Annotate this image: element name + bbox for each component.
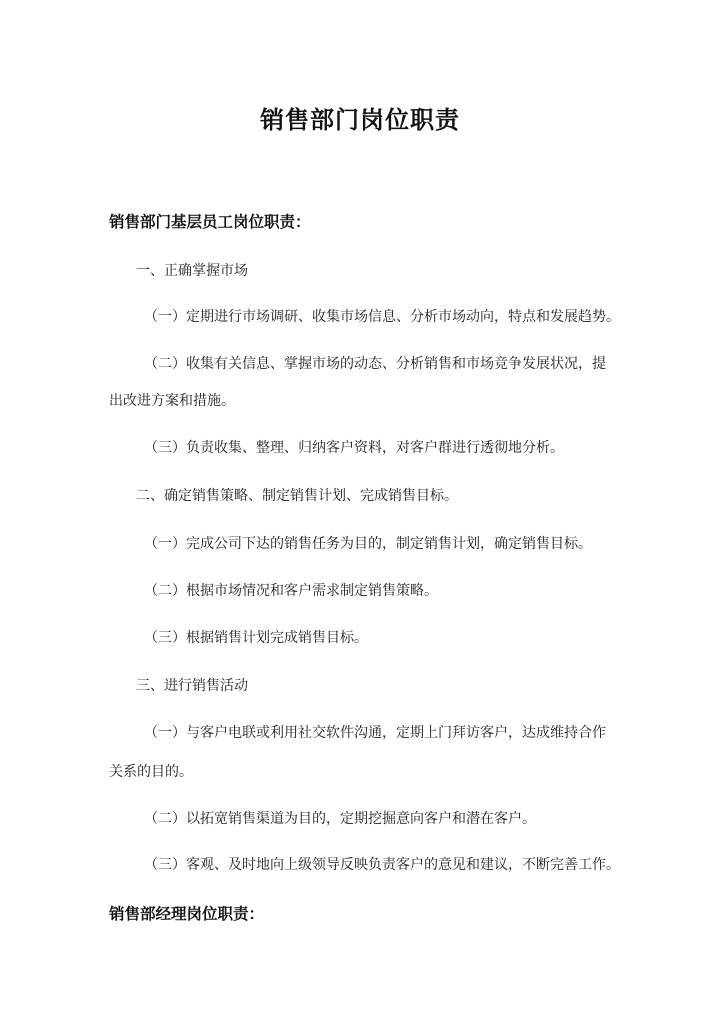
item-1-2-line1: （二）收集有关信息、掌握市场的动态、分析销售和市场竞争发展状况，提 bbox=[144, 356, 606, 372]
section-heading-manager: 销售部经理岗位职责： bbox=[109, 905, 265, 923]
page-title: 销售部门岗位职责 bbox=[260, 106, 460, 134]
item-2-3: （三）根据销售计划完成销售目标。 bbox=[144, 630, 368, 646]
item-2-2: （二）根据市场情况和客户需求制定销售策略。 bbox=[144, 583, 438, 599]
item-3-1-line2: 关系的目的。 bbox=[109, 764, 193, 780]
item-3-2: （二）以拓宽销售渠道为目的，定期挖掘意向客户和潜在客户。 bbox=[144, 811, 536, 827]
item-1-3: （三）负责收集、整理、归纳客户资料，对客户群进行透彻地分析。 bbox=[144, 440, 564, 456]
item-3-heading: 三、进行销售活动 bbox=[136, 678, 248, 694]
item-1-heading: 一、正确掌握市场 bbox=[136, 263, 248, 279]
item-3-3: （三）客观、及时地向上级领导反映负责客户的意见和建议，不断完善工作。 bbox=[144, 857, 620, 873]
item-1-1: （一）定期进行市场调研、收集市场信息、分析市场动向，特点和发展趋势。 bbox=[144, 309, 620, 325]
item-2-heading: 二、确定销售策略、制定销售计划、完成销售目标。 bbox=[136, 488, 458, 504]
item-1-2-line2: 出改进方案和措施。 bbox=[109, 393, 235, 409]
section-heading-staff: 销售部门基层员工岗位职责： bbox=[109, 213, 311, 231]
item-3-1-line1: （一）与客户电联或利用社交软件沟通，定期上门拜访客户，达成维持合作 bbox=[144, 725, 606, 741]
item-2-1: （一）完成公司下达的销售任务为目的，制定销售计划，确定销售目标。 bbox=[144, 536, 592, 552]
